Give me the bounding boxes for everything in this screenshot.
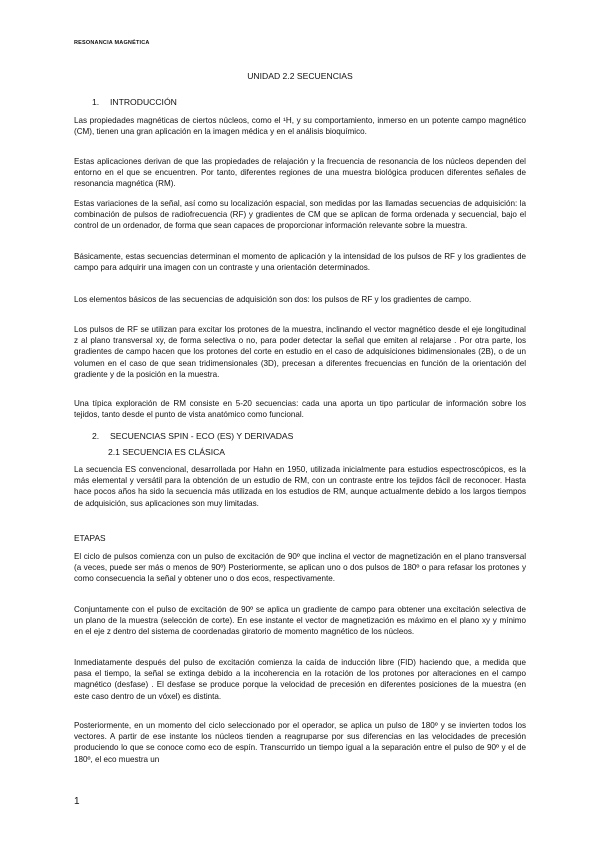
subsection-heading: 2.1 SECUENCIA ES CLÁSICA: [108, 447, 226, 457]
section-heading-2: [92, 431, 293, 441]
etapas-heading: ETAPAS: [74, 533, 106, 543]
paragraph: Las propiedades magnéticas de ciertos núcleos, como el ¹H, y su comportamiento, inmerso en un potente campo magnético (CM), tienen una gran aplicación en la imagen médica y en el análisis bioquímico.: [74, 116, 526, 137]
paragraph: Una típica exploración de RM consiste en 5-20 secuencias: cada una aporta un tipo particular de información sobre los tejidos, tanto desde el punto de vista anatómico como funcional.: [74, 399, 526, 420]
running-header: RESONANCIA MAGNÉTICA: [74, 40, 150, 46]
document-title: UNIDAD 2.2 SECUENCIAS: [247, 71, 353, 81]
paragraph: Inmediatamente después del pulso de excitación comienza la caída de inducción libre (FID) haciendo que, a medida que pasa el tiempo, la señal se extinga debido a la incoherencia en la rotación de los protones por alteraciones en el campo magnético (desfase) . El desfase se produce porque la velocidad de precesión en diferentes posiciones de la muestra (en este caso dentro de un vóxel) es distinta.: [74, 658, 526, 701]
page-number: 1: [74, 796, 80, 807]
paragraph: Básicamente, estas secuencias determinan el momento de aplicación y la intensidad de los pulsos de RF y los gradientes de campo para adquirir una imagen con un contraste y una orientación determinados.: [74, 252, 526, 273]
paragraph: La secuencia ES convencional, desarrollada por Hahn en 1950, utilizada inicialmente para estudios espectroscópicos, es la más elemental y versátil para la obtención de un estudio de RM, con un contraste entre los tejidos fácil de reconocer. Hasta hace pocos años ha sido la secuencia más utilizada en los estudios de RM, aunque actualmente debido a los largos tiempos de adquisición, sus aplicaciones son muy limitadas.: [74, 465, 526, 508]
section-heading-1: [92, 97, 177, 107]
paragraph: Los elementos básicos de las secuencias de adquisición son dos: los pulsos de RF y los gradientes de campo.: [74, 295, 472, 304]
paragraph: Conjuntamente con el pulso de excitación de 90º se aplica un gradiente de campo para obtener una excitación selectiva de un plano de la muestra (selección de corte). En ese instante el vector de magnetización es máximo en el plano xy y mínimo en el eje z dentro del sistema de coordenadas giratorio de momento magnético de los núcleos.: [74, 605, 526, 637]
section-number: 2.: [92, 431, 100, 441]
section-title: SECUENCIAS SPIN - ECO (ES) Y DERIVADAS: [110, 431, 294, 441]
section-number: 1.: [92, 97, 100, 107]
paragraph: Posteriormente, en un momento del ciclo seleccionado por el operador, se aplica un pulso de 180º y se invierten todos los vectores. A partir de ese instante los núcleos tienden a reagruparse por sus diferencias en las velocidades de precesión produciendo lo que se conoce como eco de espín. Transcurrido un tiempo igual a la separación entre el pulso de 90º y el de 180º, el eco muestra un: [74, 721, 526, 764]
paragraph: Estas aplicaciones derivan de que las propiedades de relajación y la frecuencia de resonancia de los núcleos dependen del entorno en el que se encuentren. Por tanto, diferentes regiones de una muestra biológica producen diferentes señales de resonancia magnética (RM).: [74, 157, 526, 189]
paragraph: Estas variaciones de la señal, así como su localización espacial, son medidas por las llamadas secuencias de adquisición: la combinación de pulsos de radiofrecuencia (RF) y gradientes de CM que se aplican de forma ordenada y secuencial, bajo el control de un ordenador, de forma que sean capaces de proporcionar información relevante sobre la muestra.: [74, 199, 526, 231]
paragraph: El ciclo de pulsos comienza con un pulso de excitación de 90º que inclina el vector de magnetización en el plano transversal (a veces, puede ser más o menos de 90º) Posteriormente, se aplican uno o dos pulsos de 180º o para refasar los protones y como consecuencia la señal y obtener uno o dos ecos, respectivamente.: [74, 552, 526, 584]
paragraph: Los pulsos de RF se utilizan para excitar los protones de la muestra, inclinando el vector magnético desde el eje longitudinal z al plano transversal xy, de forma selectiva o no, para poder detectar la señal que emiten al relajarse . Por otra parte, los gradientes de campo hacen que los protones del corte en estudio en el caso de adquisiciones bidimensionales (2B), o de un volumen en el caso de que sean tridimensionales (3D), precesan a diferentes frecuencias en función de la orientación del gradiente y de la posición en la muestra.: [74, 325, 526, 379]
section-title: INTRODUCCIÓN: [110, 97, 177, 107]
